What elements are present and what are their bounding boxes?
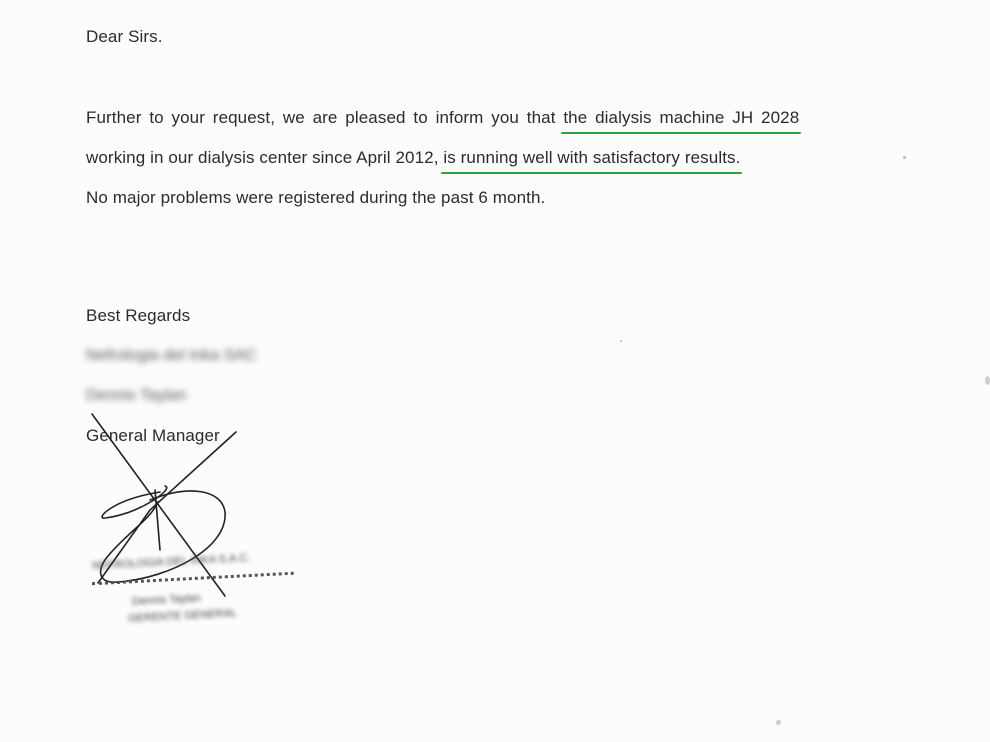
highlighted-result-statement: is running well with satisfactory results. <box>443 148 741 167</box>
stamp-name: Dennis Taylan <box>131 592 202 608</box>
scan-speck <box>776 720 781 725</box>
body-text: Further to your request, we are pleased to inform you that <box>86 108 564 127</box>
scan-speck <box>985 376 990 385</box>
stamp-title: GERENTE GENERAL <box>127 607 238 625</box>
redacted-signer-name: Dennis Taylan <box>86 387 187 404</box>
highlighted-machine-name: the dialysis machine JH 2028 <box>563 108 800 127</box>
scan-speck <box>620 340 622 342</box>
body-line-2 <box>86 148 740 168</box>
stamp-company: NEFROLOGIA DEL INKA S.A.C. <box>91 551 251 573</box>
redacted-company-name: Nefrologia del Inka SAC <box>86 347 257 364</box>
salutation: Dear Sirs. <box>86 27 163 46</box>
body-text: working in our dialysis center since April 2012, <box>86 148 444 167</box>
stamp-dotted-line <box>92 572 294 592</box>
body-line-3: No major problems were registered during the past 6 month. <box>86 188 546 207</box>
closing: Best Regards <box>86 306 191 325</box>
scan-speck <box>903 156 906 159</box>
body-line-1 <box>86 108 799 128</box>
signer-position: General Manager <box>86 426 220 445</box>
